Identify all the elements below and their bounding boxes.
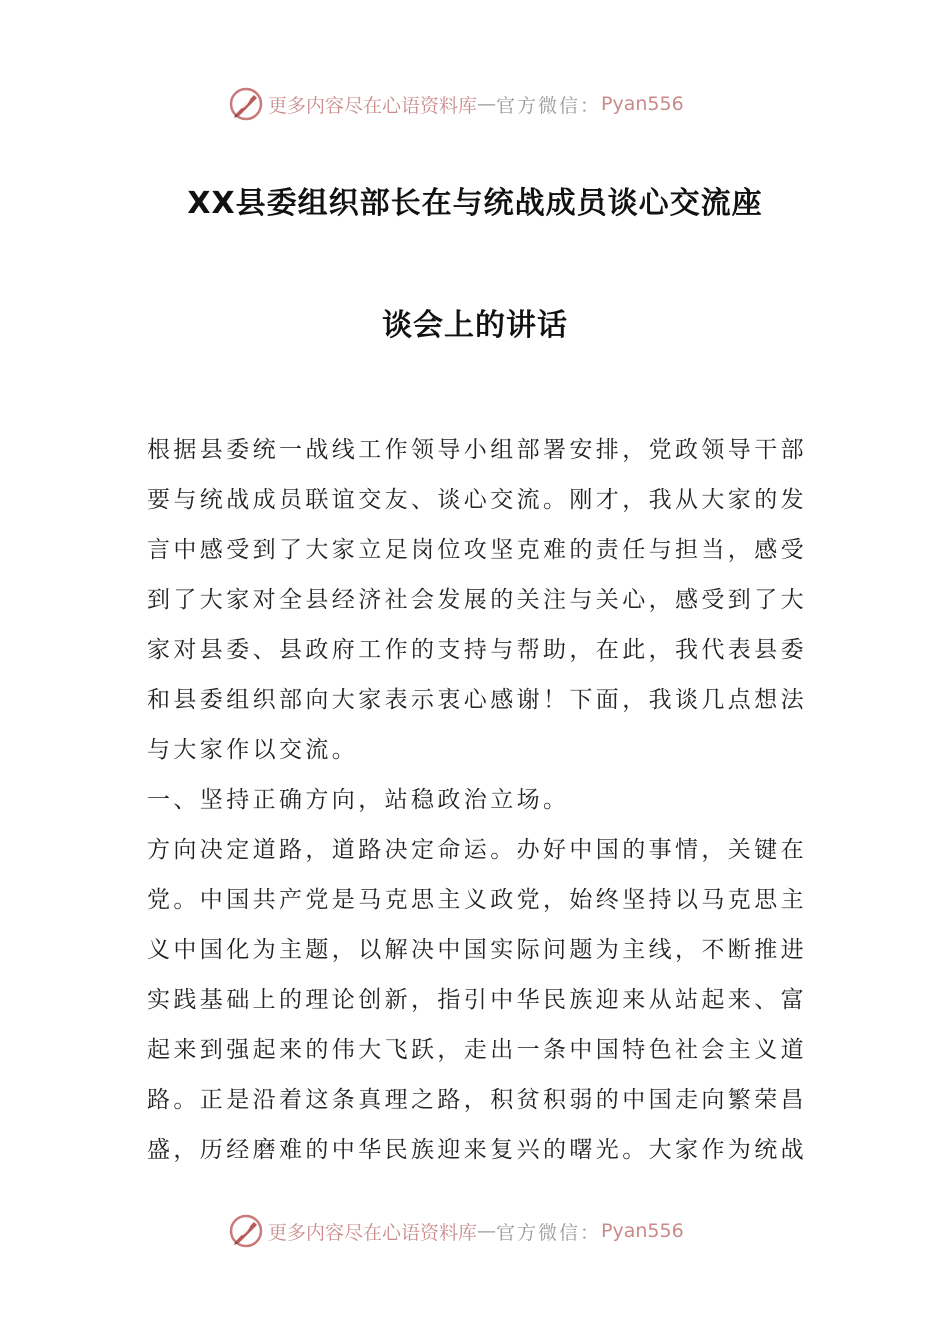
watermark-wechat-label: 官方微信： bbox=[496, 1221, 602, 1244]
watermark-site-text: 更多内容尽在心语资料库 bbox=[268, 1221, 478, 1244]
quill-pen-logo-icon bbox=[228, 86, 264, 122]
header-watermark bbox=[228, 84, 748, 124]
watermark-wechat-id: Pyan556 bbox=[601, 1220, 684, 1242]
document-body bbox=[147, 425, 807, 1175]
quill-pen-logo-icon bbox=[228, 1213, 264, 1249]
watermark-wechat-id: Pyan556 bbox=[601, 93, 684, 115]
paragraph-intro: 根据县委统一战线工作领导小组部署安排，党政领导干部要与统战成员联谊交友、谈心交流。刚才，我从大家的发言中感受到了大家立足岗位攻坚克难的责任与担当，感受到了大家对全县经济社会发展的关注与关心，感受到了大家对县委、县政府工作的支持与帮助，在此，我代表县委和县委组织部向大家表示衷心感谢！下面，我谈几点想法与大家作以交流。 bbox=[147, 437, 807, 763]
paragraph-section-1: 方向决定道路，道路决定命运。办好中国的事情，关键在党。中国共产党是马克思主义政党，始终坚持以马克思主义中国化为主题，以解决中国实际问题为主线，不断推进实践基础上的理论创新，指引中华民族迎来从站起来、富起来到强起来的伟大飞跃，走出一条中国特色社会主义道路。正是沿着这条真理之路，积贫积弱的中国走向繁荣昌盛，历经磨难的中华民族迎来复兴的曙光。大家作为统战 bbox=[147, 837, 807, 1163]
document-title-line-1: XX县委组织部长在与统战成员谈心交流座 bbox=[187, 186, 763, 221]
section-heading-1: 一、坚持正确方向，站稳政治立场。 bbox=[147, 787, 570, 813]
watermark-site-text: 更多内容尽在心语资料库 bbox=[268, 94, 478, 117]
watermark-dash: — bbox=[477, 1220, 497, 1242]
footer-watermark bbox=[228, 1211, 748, 1251]
watermark-dash: — bbox=[477, 93, 497, 115]
watermark-wechat-label: 官方微信： bbox=[496, 94, 602, 117]
document-title-line-2: 谈会上的讲话 bbox=[382, 308, 568, 343]
